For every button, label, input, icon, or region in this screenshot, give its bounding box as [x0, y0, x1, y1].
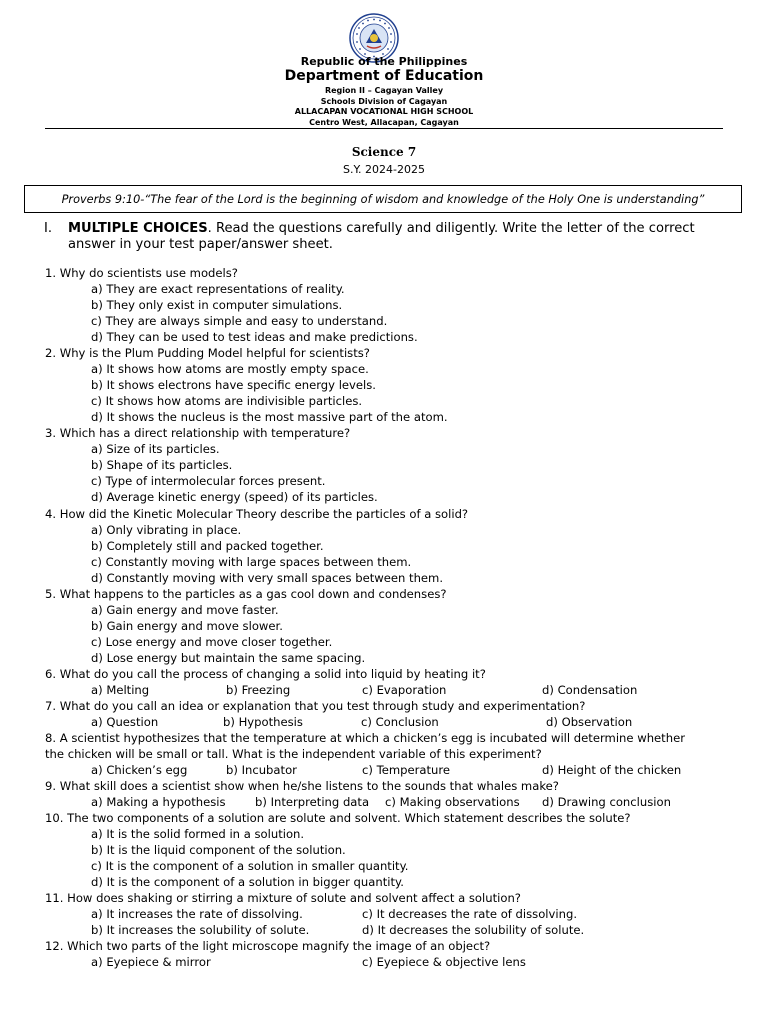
question-2: 2. Why is the Plum Pudding Model helpful for scientists?: [45, 346, 370, 360]
header-divider: [45, 128, 723, 129]
question-2-choice-b: b) It shows electrons have specific energy levels.: [91, 378, 376, 392]
question-2-choice-c: c) It shows how atoms are indivisible particles.: [91, 394, 363, 408]
question-9: 9. What skill does a scientist show when he/she listens to the sounds that whales make?: [45, 779, 559, 793]
question-4-choice-c: c) Constantly moving with large spaces between them.: [91, 555, 412, 569]
question-7-choice-d: d) Observation: [546, 715, 633, 729]
quote-text: Proverbs 9:10-“The fear of the Lord is the beginning of wisdom and knowledge of the Holy One is understanding”: [61, 192, 705, 206]
question-5: 5. What happens to the particles as a gas cool down and condenses?: [45, 587, 447, 601]
question-10-choice-a: a) It is the solid formed in a solution.: [91, 827, 305, 841]
question-1-choice-d: d) They can be used to test ideas and make predictions.: [91, 330, 418, 344]
section-label: MULTIPLE CHOICES: [68, 221, 208, 236]
question-8-choice-b: b) Incubator: [226, 763, 297, 777]
question-6-choice-d: d) Condensation: [542, 683, 638, 697]
question-1-choice-a: a) They are exact representations of reality.: [91, 282, 345, 296]
question-3-choice-c: c) Type of intermolecular forces present.: [91, 474, 326, 488]
question-4-choice-a: a) Only vibrating in place.: [91, 523, 242, 537]
school-year: S.Y. 2024-2025: [343, 163, 425, 176]
question-10-choice-d: d) It is the component of a solution in bigger quantity.: [91, 875, 404, 889]
question-4: 4. How did the Kinetic Molecular Theory describe the particles of a solid?: [45, 507, 469, 521]
question-5-choice-c: c) Lose energy and move closer together.: [91, 635, 333, 649]
question-7-choice-a: a) Question: [91, 715, 159, 729]
question-6-choice-b: b) Freezing: [226, 683, 291, 697]
section-numeral: I.: [44, 221, 53, 236]
question-5-choice-a: a) Gain energy and move faster.: [91, 603, 279, 617]
question-8-continued: the chicken will be small or tall. What is the independent variable of this experiment?: [45, 747, 542, 761]
question-2-choice-d: d) It shows the nucleus is the most massive part of the atom.: [91, 410, 448, 424]
question-12: 12. Which two parts of the light microscope magnify the image of an object?: [45, 939, 491, 953]
question-12-choice-a: a) Eyepiece & mirror: [91, 955, 211, 969]
question-9-choice-c: c) Making observations: [385, 795, 520, 809]
question-1: 1. Why do scientists use models?: [45, 266, 238, 280]
question-7: 7. What do you call an idea or explanation that you test through study and experimentation?: [45, 699, 586, 713]
question-5-choice-d: d) Lose energy but maintain the same spacing.: [91, 651, 366, 665]
division-heading: Schools Division of Cagayan: [320, 97, 448, 106]
department-heading: Department of Education: [284, 68, 484, 84]
question-5-choice-b: b) Gain energy and move slower.: [91, 619, 283, 633]
instructions-body: [68, 221, 728, 253]
question-8-choice-d: d) Height of the chicken: [542, 763, 682, 777]
question-6-choice-a: a) Melting: [91, 683, 150, 697]
question-9-choice-b: b) Interpreting data: [255, 795, 370, 809]
question-11-choice-c: c) It decreases the rate of dissolving.: [362, 907, 578, 921]
question-2-choice-a: a) It shows how atoms are mostly empty space.: [91, 362, 369, 376]
question-9-choice-d: d) Drawing conclusion: [542, 795, 671, 809]
subject-title: Science 7: [351, 145, 417, 159]
question-8: 8. A scientist hypothesizes that the temperature at which a chicken’s egg is incubated will determine whether: [45, 731, 685, 745]
question-4-choice-d: d) Constantly moving with very small spaces between them.: [91, 571, 444, 585]
question-6-choice-c: c) Evaporation: [362, 683, 447, 697]
question-1-choice-c: c) They are always simple and easy to understand.: [91, 314, 388, 328]
question-10-choice-b: b) It is the liquid component of the solution.: [91, 843, 346, 857]
question-3-choice-b: b) Shape of its particles.: [91, 458, 233, 472]
question-7-choice-b: b) Hypothesis: [223, 715, 303, 729]
question-4-choice-b: b) Completely still and packed together.: [91, 539, 324, 553]
question-8-choice-c: c) Temperature: [362, 763, 451, 777]
question-12-choice-c: c) Eyepiece & objective lens: [362, 955, 526, 969]
question-7-choice-c: c) Conclusion: [361, 715, 439, 729]
question-3-choice-a: a) Size of its particles.: [91, 442, 220, 456]
question-6: 6. What do you call the process of changing a solid into liquid by heating it?: [45, 667, 486, 681]
question-11-choice-b: b) It increases the solubility of solute.: [91, 923, 310, 937]
question-8-choice-a: a) Chicken’s egg: [91, 763, 188, 777]
republic-heading: Republic of the Philippines: [300, 55, 468, 68]
question-10: 10. The two components of a solution are solute and solvent. Which statement describes the solute?: [45, 811, 631, 825]
quote-box: [24, 185, 742, 213]
question-11: 11. How does shaking or stirring a mixture of solute and solvent affect a solution?: [45, 891, 521, 905]
question-3: 3. Which has a direct relationship with temperature?: [45, 426, 351, 440]
question-1-choice-b: b) They only exist in computer simulations.: [91, 298, 343, 312]
question-3-choice-d: d) Average kinetic energy (speed) of its particles.: [91, 490, 378, 504]
instructions-text: . Read the questions carefully and diligently. Write the letter of the correct answer in your test paper/answer sheet.: [68, 221, 695, 252]
school-heading: ALLACAPAN VOCATIONAL HIGH SCHOOL: [294, 107, 474, 116]
address-heading: Centro West, Allacapan, Cagayan: [309, 118, 459, 127]
question-11-choice-a: a) It increases the rate of dissolving.: [91, 907, 303, 921]
question-11-choice-d: d) It decreases the solubility of solute.: [362, 923, 585, 937]
question-10-choice-c: c) It is the component of a solution in smaller quantity.: [91, 859, 409, 873]
region-heading: Region II – Cagayan Valley: [324, 86, 444, 95]
question-9-choice-a: a) Making a hypothesis: [91, 795, 226, 809]
